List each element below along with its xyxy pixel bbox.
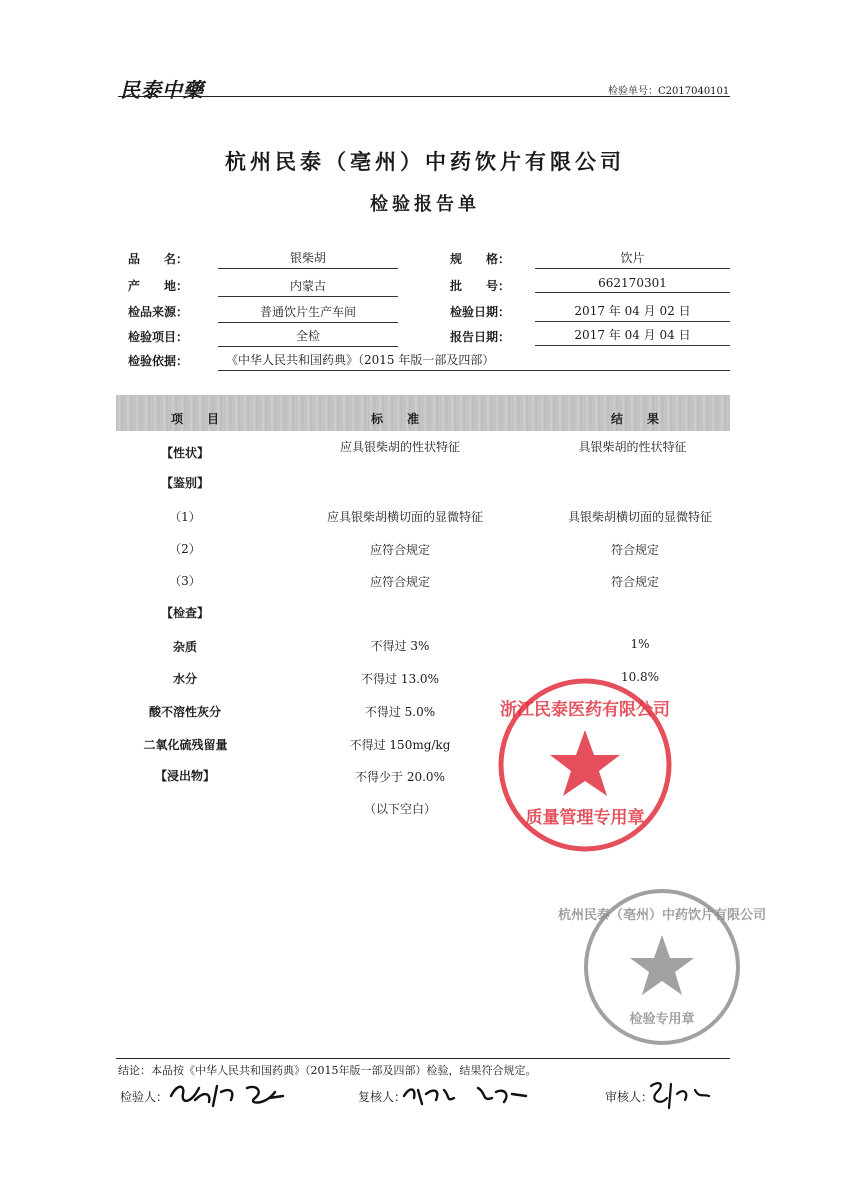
info-value-test-date: 2017 年 04 月 02 日 xyxy=(535,302,730,322)
row-result: 符合规定 xyxy=(610,543,659,557)
inspector-label: 检验人： xyxy=(120,1090,169,1104)
row-item: 【检查】 xyxy=(160,606,209,620)
company-stamp xyxy=(557,885,767,1050)
info-label-batch: 批 号： xyxy=(450,279,511,293)
conclusion-text: 结论：本品按《中华人民共和国药典》（2015年版一部及四部）检验，结果符合规定。 xyxy=(118,1064,537,1077)
info-label-source: 检品来源： xyxy=(128,305,189,319)
company-title: 杭州民泰（亳州）中药饮片有限公司 xyxy=(225,149,625,174)
approver-label: 审核人： xyxy=(605,1090,654,1104)
quality-stamp xyxy=(495,675,675,855)
document-number: 检验单号：C2017040101 xyxy=(608,86,730,97)
reviewer-label: 复核人： xyxy=(358,1090,407,1104)
info-value-batch: 662170301 xyxy=(535,276,730,293)
row-result: 1% xyxy=(630,637,650,651)
row-item: 【浸出物】 xyxy=(154,769,215,783)
svg-text:质量管理专用章: 质量管理专用章 xyxy=(525,808,645,828)
row-standard: 应具银柴胡的性状特征 xyxy=(339,440,460,454)
row-standard: 不得过 5.0% xyxy=(364,705,436,719)
info-label-name: 品 名： xyxy=(128,252,189,266)
info-label-origin: 产 地： xyxy=(128,279,189,293)
info-value-name: 银柴胡 xyxy=(218,249,398,269)
info-value-report-date: 2017 年 04 月 04 日 xyxy=(535,326,730,346)
row-item: 【性状】 xyxy=(160,446,209,460)
reviewer-signature xyxy=(400,1080,535,1110)
conclusion-divider xyxy=(116,1058,730,1059)
info-label-basis: 检验依据： xyxy=(128,354,189,368)
row-item: （3） xyxy=(169,574,201,588)
info-label-test-date: 检验日期： xyxy=(450,305,511,319)
info-value-basis: 《中华人民共和国药典》（2015 年版一部及四部） xyxy=(218,351,730,371)
row-standard: 应具银柴胡横切面的显微特征 xyxy=(326,510,483,524)
row-standard: 不得少于 20.0% xyxy=(355,770,445,784)
header-result: 结 果 xyxy=(610,412,659,426)
svg-text:杭州民泰（亳州）中药饮片有限公司: 杭州民泰（亳州）中药饮片有限公司 xyxy=(557,908,767,923)
row-result: 具银柴胡的性状特征 xyxy=(578,440,687,454)
row-item: 杂质 xyxy=(172,640,197,654)
header-standard: 标 准 xyxy=(370,412,419,426)
header-divider xyxy=(118,96,730,97)
info-label-spec: 规 格： xyxy=(450,252,511,266)
company-logo: 民泰中藥 xyxy=(120,78,204,102)
row-result: 10.8% xyxy=(620,670,660,684)
row-result: 具银柴胡横切面的显微特征 xyxy=(567,510,712,524)
info-value-source: 普通饮片生产车间 xyxy=(218,303,398,323)
svg-text:浙江民泰医药有限公司: 浙江民泰医药有限公司 xyxy=(500,700,670,720)
row-item: 【鉴别】 xyxy=(160,476,209,490)
svg-text:检验专用章: 检验专用章 xyxy=(629,1012,695,1027)
report-title: 检验报告单 xyxy=(370,194,480,215)
inspector-signature xyxy=(165,1078,290,1110)
row-item: （2） xyxy=(169,542,201,556)
info-value-spec: 饮片 xyxy=(535,249,730,269)
row-item: 酸不溶性灰分 xyxy=(148,705,221,719)
row-standard: 不得过 13.0% xyxy=(361,672,439,686)
row-item: （1） xyxy=(169,510,201,524)
row-standard: 应符合规定 xyxy=(369,575,430,589)
info-value-origin: 内蒙古 xyxy=(218,277,398,297)
row-result: 符合规定 xyxy=(610,575,659,589)
row-item: 水分 xyxy=(172,672,197,686)
row-item: 二氧化硫残留量 xyxy=(143,738,228,752)
row-standard: 不得过 150mg/kg xyxy=(349,738,451,752)
row-standard: 不得过 3% xyxy=(370,639,430,653)
row-standard: 应符合规定 xyxy=(369,543,430,557)
blank-note: （以下空白） xyxy=(363,802,436,816)
header-item: 项 目 xyxy=(170,412,219,426)
info-label-report-date: 报告日期： xyxy=(450,330,511,344)
info-label-items: 检验项目： xyxy=(128,330,189,344)
approver-signature xyxy=(645,1076,715,1112)
info-value-items: 全检 xyxy=(218,327,398,347)
